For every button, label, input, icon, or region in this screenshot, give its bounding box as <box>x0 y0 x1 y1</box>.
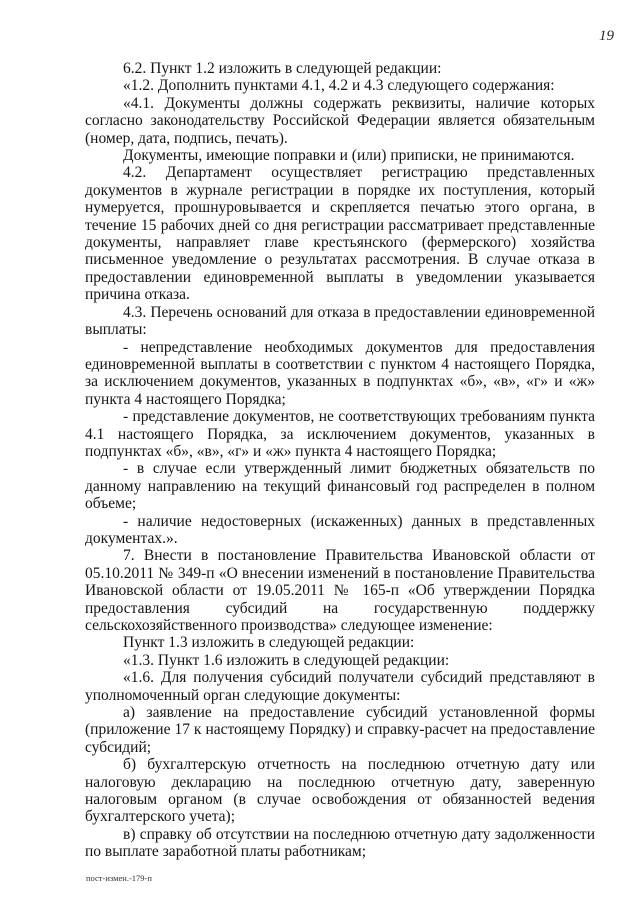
paragraph: Пункт 1.3 изложить в следующей редакции: <box>123 634 415 652</box>
paragraph: - представление документов, не соответствующих требованиям пункта 4.1 настоящего Порядка, за исключением документов, указанных в подпунктах «б», «в», «г» и «ж» пункта 4 настоящего Порядка; <box>85 408 595 460</box>
paragraph: 6.2. Пункт 1.2 изложить в следующей редакции: <box>123 60 442 77</box>
footer-document-code: пост-измен.-179-п <box>86 873 152 883</box>
paragraph: «1.2. Дополнить пунктами 4.1, 4.2 и 4.3 следующего содержания: <box>123 77 555 95</box>
paragraph: 7. Внести в постановление Правительства Ивановской области от 05.10.2011 № 349-п «О внесении изменений в постановление Правительства Ивановской области от 19.05.2011 № 165-п «Об утверждении Порядка предоставления субсидий на государственную поддержку сельскохозяйственного производства» следующее изменение: <box>85 547 595 634</box>
paragraph: Документы, имеющие поправки и (или) приписки, не принимаются. <box>123 147 575 165</box>
paragraph: «1.3. Пункт 1.6 изложить в следующей редакции: <box>123 651 450 669</box>
paragraph: 4.3. Перечень оснований для отказа в предоставлении единовременной выплаты: <box>85 303 595 339</box>
paragraph: б) бухгалтерскую отчетность на последнюю отчетную дату или налоговую декларацию на последнюю отчетную дату, заверенную налоговым органом (в случае освобождения от обязанностей ведения бухгалтерского учета); <box>85 756 595 826</box>
paragraph: в) справку об отсутствии на последнюю отчетную дату задолженности по выплате заработной платы работникам; <box>85 825 595 861</box>
paragraph: - в случае если утвержденный лимит бюджетных обязательств по данному направлению на текущий финансовый год распределен в полном объеме; <box>85 460 595 513</box>
paragraph: 4.2. Департамент осуществляет регистрацию представленных документов в журнале регистрации в порядке их поступления, который нумеруется, прошнуровывается и скрепляется печатью этого органа, в течение 15 рабочих дней со дня регистрации рассматривает представленные документы, направляет главе крестьянского (фермерского) хозяйства письменное уведомление о результатах рассмотрения. В случае отказа в предоставлении единовременной выплаты в уведомлении указывается причина отказа. <box>85 164 595 304</box>
page-number: 19 <box>599 28 614 44</box>
document-body <box>85 60 595 861</box>
paragraph: - наличие недостоверных (искаженных) данных в представленных документах.». <box>85 512 595 547</box>
paragraph: а) заявление на предоставление субсидий установленной формы (приложение 17 к настоящему Порядку) и справку-расчет на предоставление субсидий; <box>85 704 595 756</box>
paragraph: «4.1. Документы должны содержать реквизиты, наличие которых согласно законодательству Российской Федерации является обязательным (номер, дата, подпись, печать). <box>85 94 595 147</box>
paragraph: «1.6. Для получения субсидий получатели субсидий представляют в уполномоченный орган следующие документы: <box>85 669 595 704</box>
paragraph: - непредставление необходимых документов для предоставления единовременной выплаты в соответствии с пунктом 4 настоящего Порядка, за исключением документов, указанных в подпунктах «б», «в», «г» и «ж» пункта 4 настоящего Порядка; <box>85 338 595 408</box>
